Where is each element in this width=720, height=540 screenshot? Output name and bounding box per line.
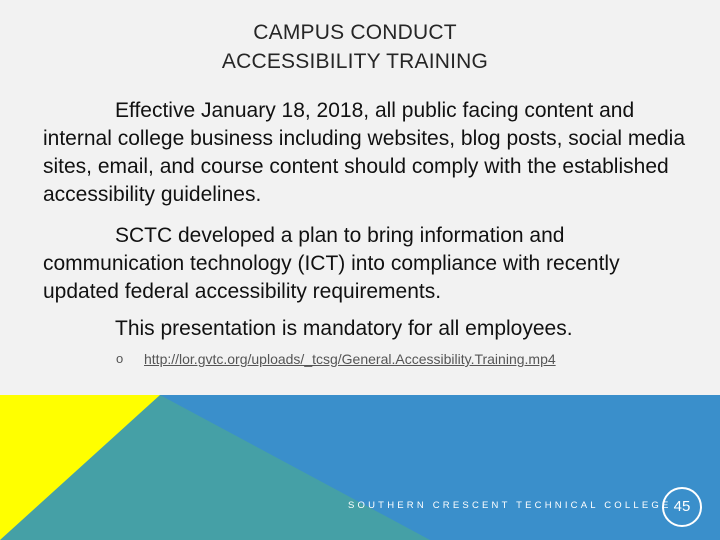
footer-college-name: SOUTHERN CRESCENT TECHNICAL COLLEGE <box>348 500 672 511</box>
paragraph-mandatory: This presentation is mandatory for all employees. <box>115 317 573 340</box>
title-line-2: ACCESSIBILITY TRAINING <box>221 50 489 73</box>
page-number-badge: 45 <box>662 487 702 527</box>
paragraph-effective-date: Effective January 18, 2018, all public facing content and internal college business including websites, blog posts, social media sites, email, and course content should comply with the established accessibility guidelines. <box>43 99 686 206</box>
paragraph-sctc-plan: SCTC developed a plan to bring information and communication technology (ICT) into compliance with recently updated federal accessibility requirements. <box>43 224 620 303</box>
footer-decoration <box>0 395 720 540</box>
training-link-item <box>116 350 556 368</box>
training-video-link[interactable]: http://lor.gvtc.org/uploads/_tcsg/General.Accessibility.Training.mp4 <box>144 351 556 367</box>
bullet-marker: o <box>116 351 124 366</box>
title-line-1: CAMPUS CONDUCT <box>253 21 457 44</box>
slide-title <box>200 18 510 76</box>
